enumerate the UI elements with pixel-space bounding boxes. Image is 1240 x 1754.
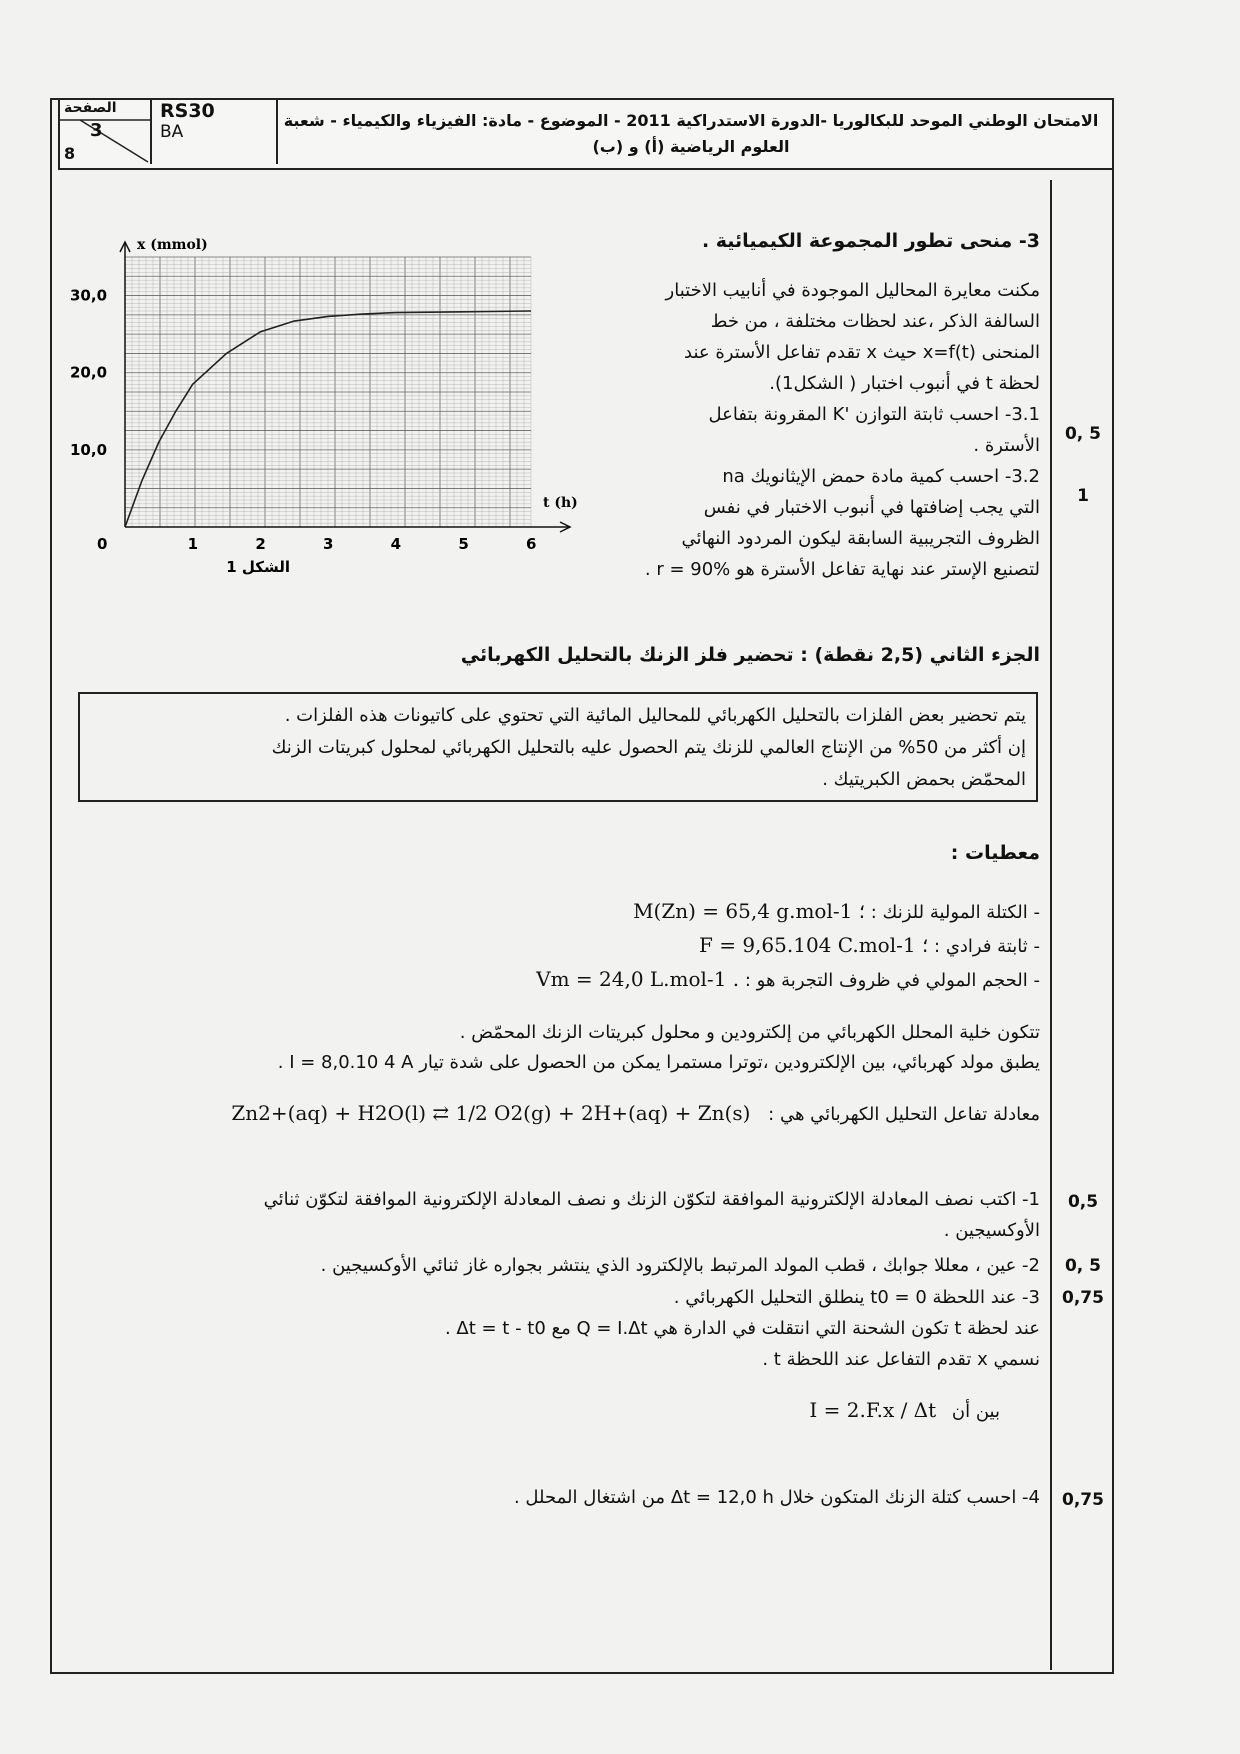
y-tick-label: 10,0 [70, 440, 108, 459]
y-tick-label: 20,0 [70, 363, 108, 382]
data-title: معطيات : [950, 842, 1040, 864]
reaction-label: معادلة تفاعل التحليل الكهربائي هي : [768, 1104, 1040, 1125]
reaction-equation: Zn2+(aq) + H2O(l) ⇄ 1/2 O2(g) + 2H+(aq) + Zn(s) [231, 1101, 751, 1125]
section3-line: لحظة t في أنبوب اختبار ( الشكل1). [769, 373, 1040, 394]
points-q1: 0,5 [1067, 1192, 1099, 1212]
part2-intro [80, 694, 1036, 802]
question-3-text: 3- عند اللحظة t0 = 0 ينطلق التحليل الكهربائي . [673, 1287, 1040, 1308]
data-label: - ثابتة فرادي : [928, 936, 1040, 957]
exam-title [280, 108, 1102, 160]
page-number: 3 [90, 120, 103, 141]
x-tick-label: 1 [187, 535, 199, 553]
question-2-text: 2- عين ، معللا جوابك ، قطب المولد المرتبط بالإلكترود الذي ينتشر بجواره غاز ثنائي الأوكسيجين . [320, 1255, 1040, 1276]
question-3 [100, 1282, 1040, 1375]
x-tick-label: 2 [255, 535, 266, 553]
points-q3: 0,75 [1062, 1288, 1104, 1308]
question-2 [100, 1250, 1040, 1281]
question-3-1: 3.1- احسب ثابتة التوازن 'K المقرونة بتفاعل [708, 404, 1040, 425]
x-tick-label: 3 [323, 535, 334, 553]
section3-heading: 3- منحى تطور المجموعة الكيميائية . [701, 230, 1040, 252]
chart-svg [70, 232, 590, 577]
question-4: 4- احسب كتلة الزنك المتكون خلال Δt = 12,0 h من اشتغال المحلل . [513, 1487, 1040, 1508]
question-3-2-cont: الظروف التجريبية السابقة ليكون المردود النهائي [681, 528, 1040, 549]
subject-code-box [150, 100, 278, 164]
question-3-2-cont: التي يجب إضافتها في أنبوب الاختبار في نفس [703, 497, 1040, 518]
data-item-molar-volume [300, 963, 1040, 997]
question-3-1-cont: الأسترة . [973, 435, 1040, 456]
section3-line: مكنت معايرة المحاليل الموجودة في أنابيب الاختبار [665, 280, 1040, 301]
question-1-text: 1- اكتب نصف المعادلة الإلكترونية الموافقة لتكوّن الزنك و نصف المعادلة الإلكترونية الموافقة لتكوّن ثنائي [263, 1189, 1040, 1210]
x-tick-label: 6 [526, 535, 537, 553]
exam-header [58, 98, 1114, 170]
intro-line: يتم تحضير بعض الفلزات بالتحليل الكهربائي للمحاليل المائية التي تحتوي على كاتيونات هذه الفلزات . [284, 705, 1026, 726]
points-q4: 0,75 [1062, 1490, 1104, 1510]
x-tick-label: 4 [390, 535, 402, 553]
x-axis-label: t (h) [543, 495, 578, 511]
data-value: F = 9,65.104 C.mol-1 ؛ [698, 933, 929, 957]
points-q2: 0, 5 [1064, 1256, 1102, 1276]
intro-line: المحمّض بحمض الكبريتيك . [822, 769, 1026, 790]
reaction-line [150, 1098, 1040, 1130]
data-value: M(Zn) = 65,4 g.mol-1 ؛ [633, 899, 866, 923]
points-3-1: 0, 5 [1064, 424, 1102, 444]
question-3-line: عند لحظة t تكون الشحنة التي انتقلت في الدارة هي Q = I.Δt مع Δt = t - t0 . [444, 1318, 1040, 1339]
subject-code-sub: BA [160, 122, 184, 142]
x-tick-label: 5 [458, 535, 469, 553]
section3-text [600, 226, 1040, 585]
chart-title: الشكل 1 [226, 558, 290, 576]
data-item-faraday [300, 929, 1040, 963]
cell-line: تتكون خلية المحلل الكهربائي من إلكترودين و محلول كبريتات الزنك المحمّض . [459, 1022, 1040, 1043]
question-1-text-cont: الأوكسيجين . [943, 1220, 1040, 1241]
question-3-2-cont: لتصنيع الإستر عند نهاية تفاعل الأسترة هو r = 90% . [644, 559, 1040, 580]
page-label: الصفحة [64, 100, 117, 116]
part2-intro-box [78, 692, 1038, 802]
figure-1-chart [70, 232, 590, 577]
data-label: - الحجم المولي في ظروف التجربة هو : [739, 970, 1040, 991]
question-3-show [700, 1395, 1000, 1427]
section3-line: المنحنى x=f(t) حيث x تقدم تفاعل الأسترة عند [684, 342, 1040, 363]
y-tick-label: 30,0 [70, 286, 108, 305]
points-column-rule [1050, 180, 1052, 1670]
cell-line: يطبق مولد كهربائي، بين الإلكترودين ،توترا مستمرا يمكن من الحصول على شدة تيار I = 8,0.10 4 A . [277, 1052, 1040, 1073]
page-total: 8 [64, 144, 76, 163]
data-value: Vm = 24,0 L.mol-1 . [536, 967, 740, 991]
section3-line: السالفة الذكر ،عند لحظات مختلفة ، من خط [710, 311, 1040, 332]
part2-heading: الجزء الثاني (2,5 نقطة) : تحضير فلز الزنك بالتحليل الكهربائي [460, 644, 1040, 666]
page-number-box [60, 100, 150, 164]
show-formula: I = 2.F.x / Δt [809, 1398, 937, 1422]
exam-title-line2: العلوم الرياضية (أ) و (ب) [592, 137, 790, 156]
data-list [300, 895, 1040, 997]
y-axis-label: x (mmol) [137, 237, 208, 253]
subject-code: RS30 [160, 100, 215, 122]
question-1 [100, 1184, 1040, 1246]
question-3-line: نسمي x تقدم التفاعل عند اللحظة t . [762, 1349, 1040, 1370]
data-item-molar-mass [300, 895, 1040, 929]
points-3-2: 1 [1077, 486, 1089, 506]
cell-description [130, 1018, 1040, 1078]
intro-line: إن أكثر من 50% من الإنتاج العالمي للزنك يتم الحصول عليه بالتحليل الكهربائي لمحلول كبريتات الزنك [271, 737, 1026, 758]
data-label: - الكتلة المولية للزنك : [865, 902, 1040, 923]
exam-title-line1: الامتحان الوطني الموحد للبكالوريا -الدورة الاستدراكية 2011 - الموضوع - مادة: الفيزياء والكيمياء - شعبة [283, 111, 1099, 130]
question-3-2: 3.2- احسب كمية مادة حمض الإيثانويك na [722, 466, 1040, 487]
x-tick-label: 0 [97, 535, 108, 553]
show-label: بين أن [951, 1401, 1000, 1422]
